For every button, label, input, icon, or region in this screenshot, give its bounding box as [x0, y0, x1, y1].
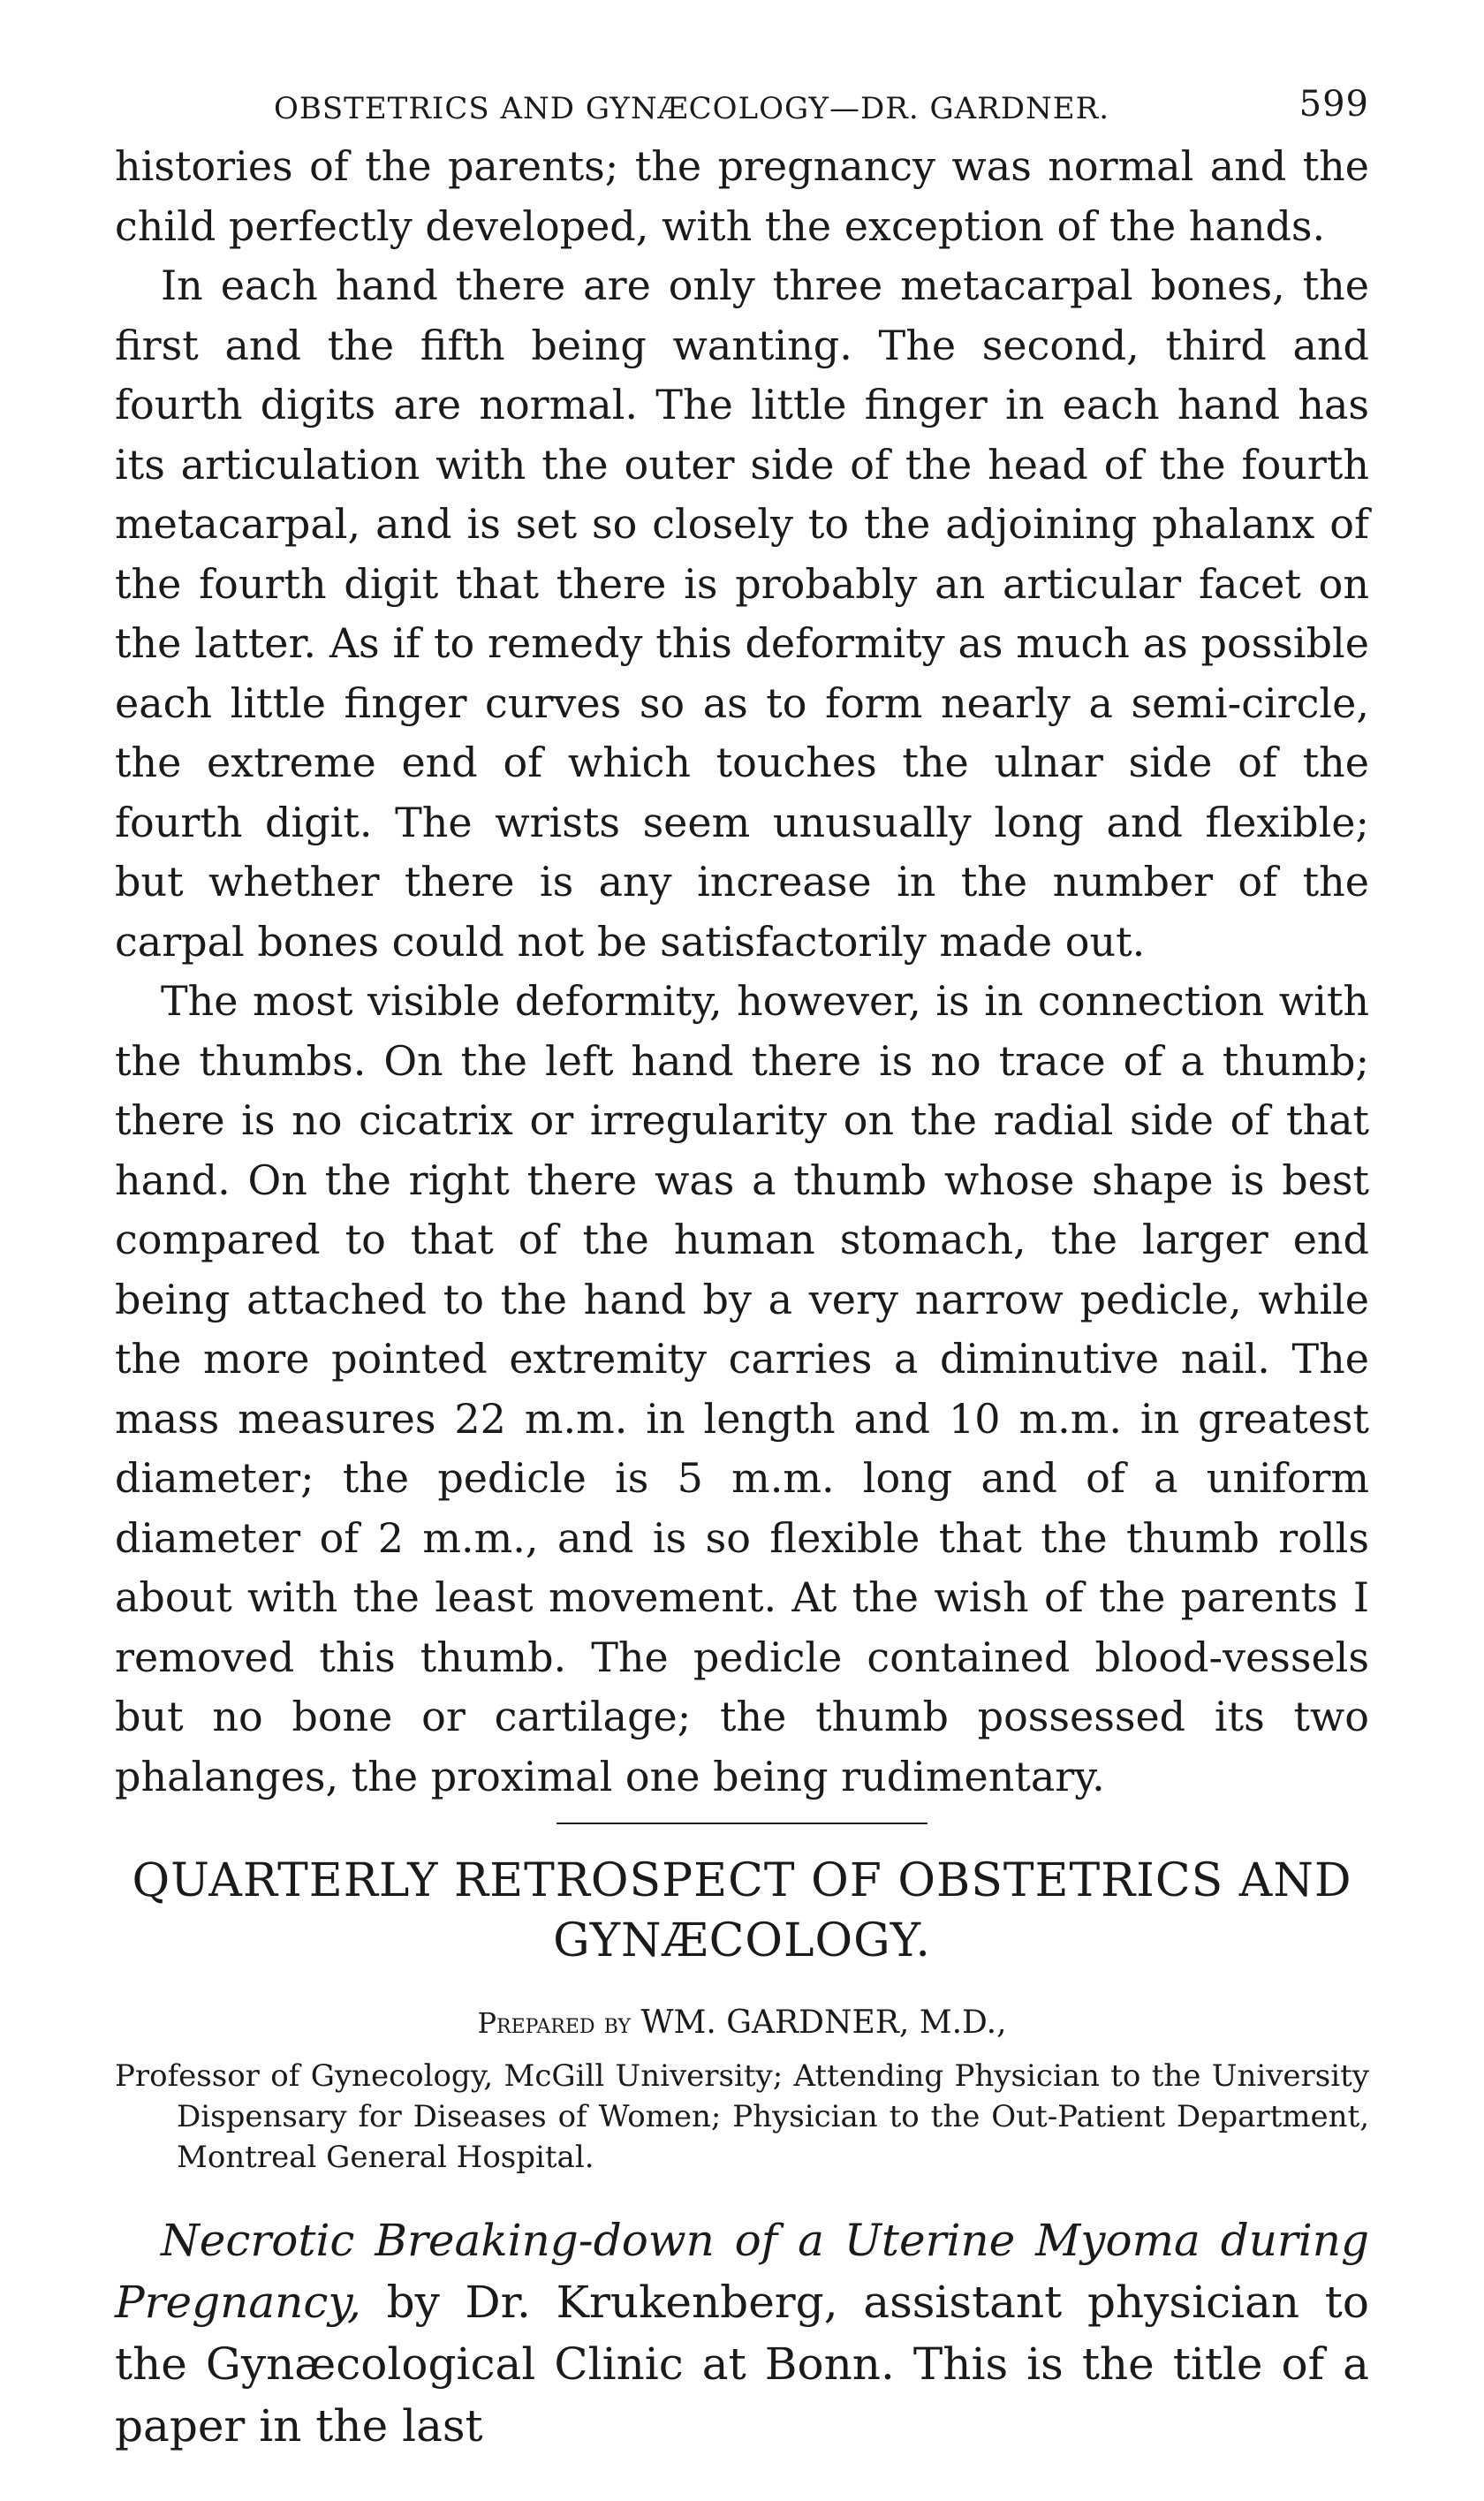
- author-name: WM. GARDNER, M.D.,: [640, 2005, 1007, 2041]
- body-text: [115, 137, 1369, 1807]
- document-page: [115, 84, 1369, 2501]
- prepared-by-label: Prepared by: [477, 2006, 632, 2040]
- author-affiliation: Professor of Gynecology, McGill University; Attending Physician to the University Dispensary for Diseases of Women; Physician to the Out-Patient Department, Montreal General Hospital.: [115, 2058, 1369, 2175]
- section-title-line-2: GYNÆCOLOGY.: [553, 1914, 931, 1967]
- paragraph-metacarpal: In each hand there are only three metacarpal bones, the first and the fifth being wanting. The second, third and fourth digits are normal. The little finger in each hand has its articulation with the outer side of the head of the fourth metacarpal, and is set so closely to the adjoining phalanx of the fourth digit that there is probably an articular facet on the latter. As if to remedy this deformity as much as possible each little finger curves so as to form nearly a semi-circle, the extreme end of which touches the ulnar side of the fourth digit. The wrists seem unusually long and flexible; but whether there is any increase in the number of the carpal bones could not be satisfactorily made out.: [115, 261, 1369, 966]
- page-number: 599: [1298, 84, 1369, 125]
- paragraph-continuation: histories of the parents; the pregnancy was normal and the child perfectly developed, with the exception of the hands.: [115, 142, 1369, 250]
- running-header: [115, 84, 1369, 137]
- article-text: by Dr. Krukenberg, assistant physician to the Gynæcological Clinic at Bonn. This is the title of a paper in the last: [115, 2277, 1369, 2452]
- prepared-by: [115, 2001, 1369, 2045]
- running-header-title: OBSTETRICS AND GYNÆCOLOGY—DR. GARDNER.: [274, 91, 1110, 126]
- section-title-line-1: QUARTERLY RETROSPECT OF OBSTETRICS AND: [132, 1854, 1352, 1907]
- section-divider: [556, 1823, 928, 1824]
- article-paragraph: [115, 2209, 1369, 2457]
- article-title: Necrotic Breaking-down of a Uterine Myoma during Pregnancy,: [115, 2215, 1369, 2328]
- paragraph-thumbs: The most visible deformity, however, is in connection with the thumbs. On the left hand there is no trace of a thumb; there is no cicatrix or irregularity on the radial side of that hand. On the right there was a thumb whose shape is best compared to that of the human stomach, the larger end being attached to the hand by a very narrow pedicle, while the more pointed extremity carries a diminutive nail. The mass measures 22 m.m. in length and 10 m.m. in greatest diameter; the pedicle is 5 m.m. long and of a uniform diameter of 2 m.m., and is so flexible that the thumb rolls about with the least movement. At the wish of the parents I removed this thumb. The pedicle contained blood-vessels but no bone or cartilage; the thumb possessed its two phalanges, the proximal one being rudimentary.: [115, 977, 1369, 1800]
